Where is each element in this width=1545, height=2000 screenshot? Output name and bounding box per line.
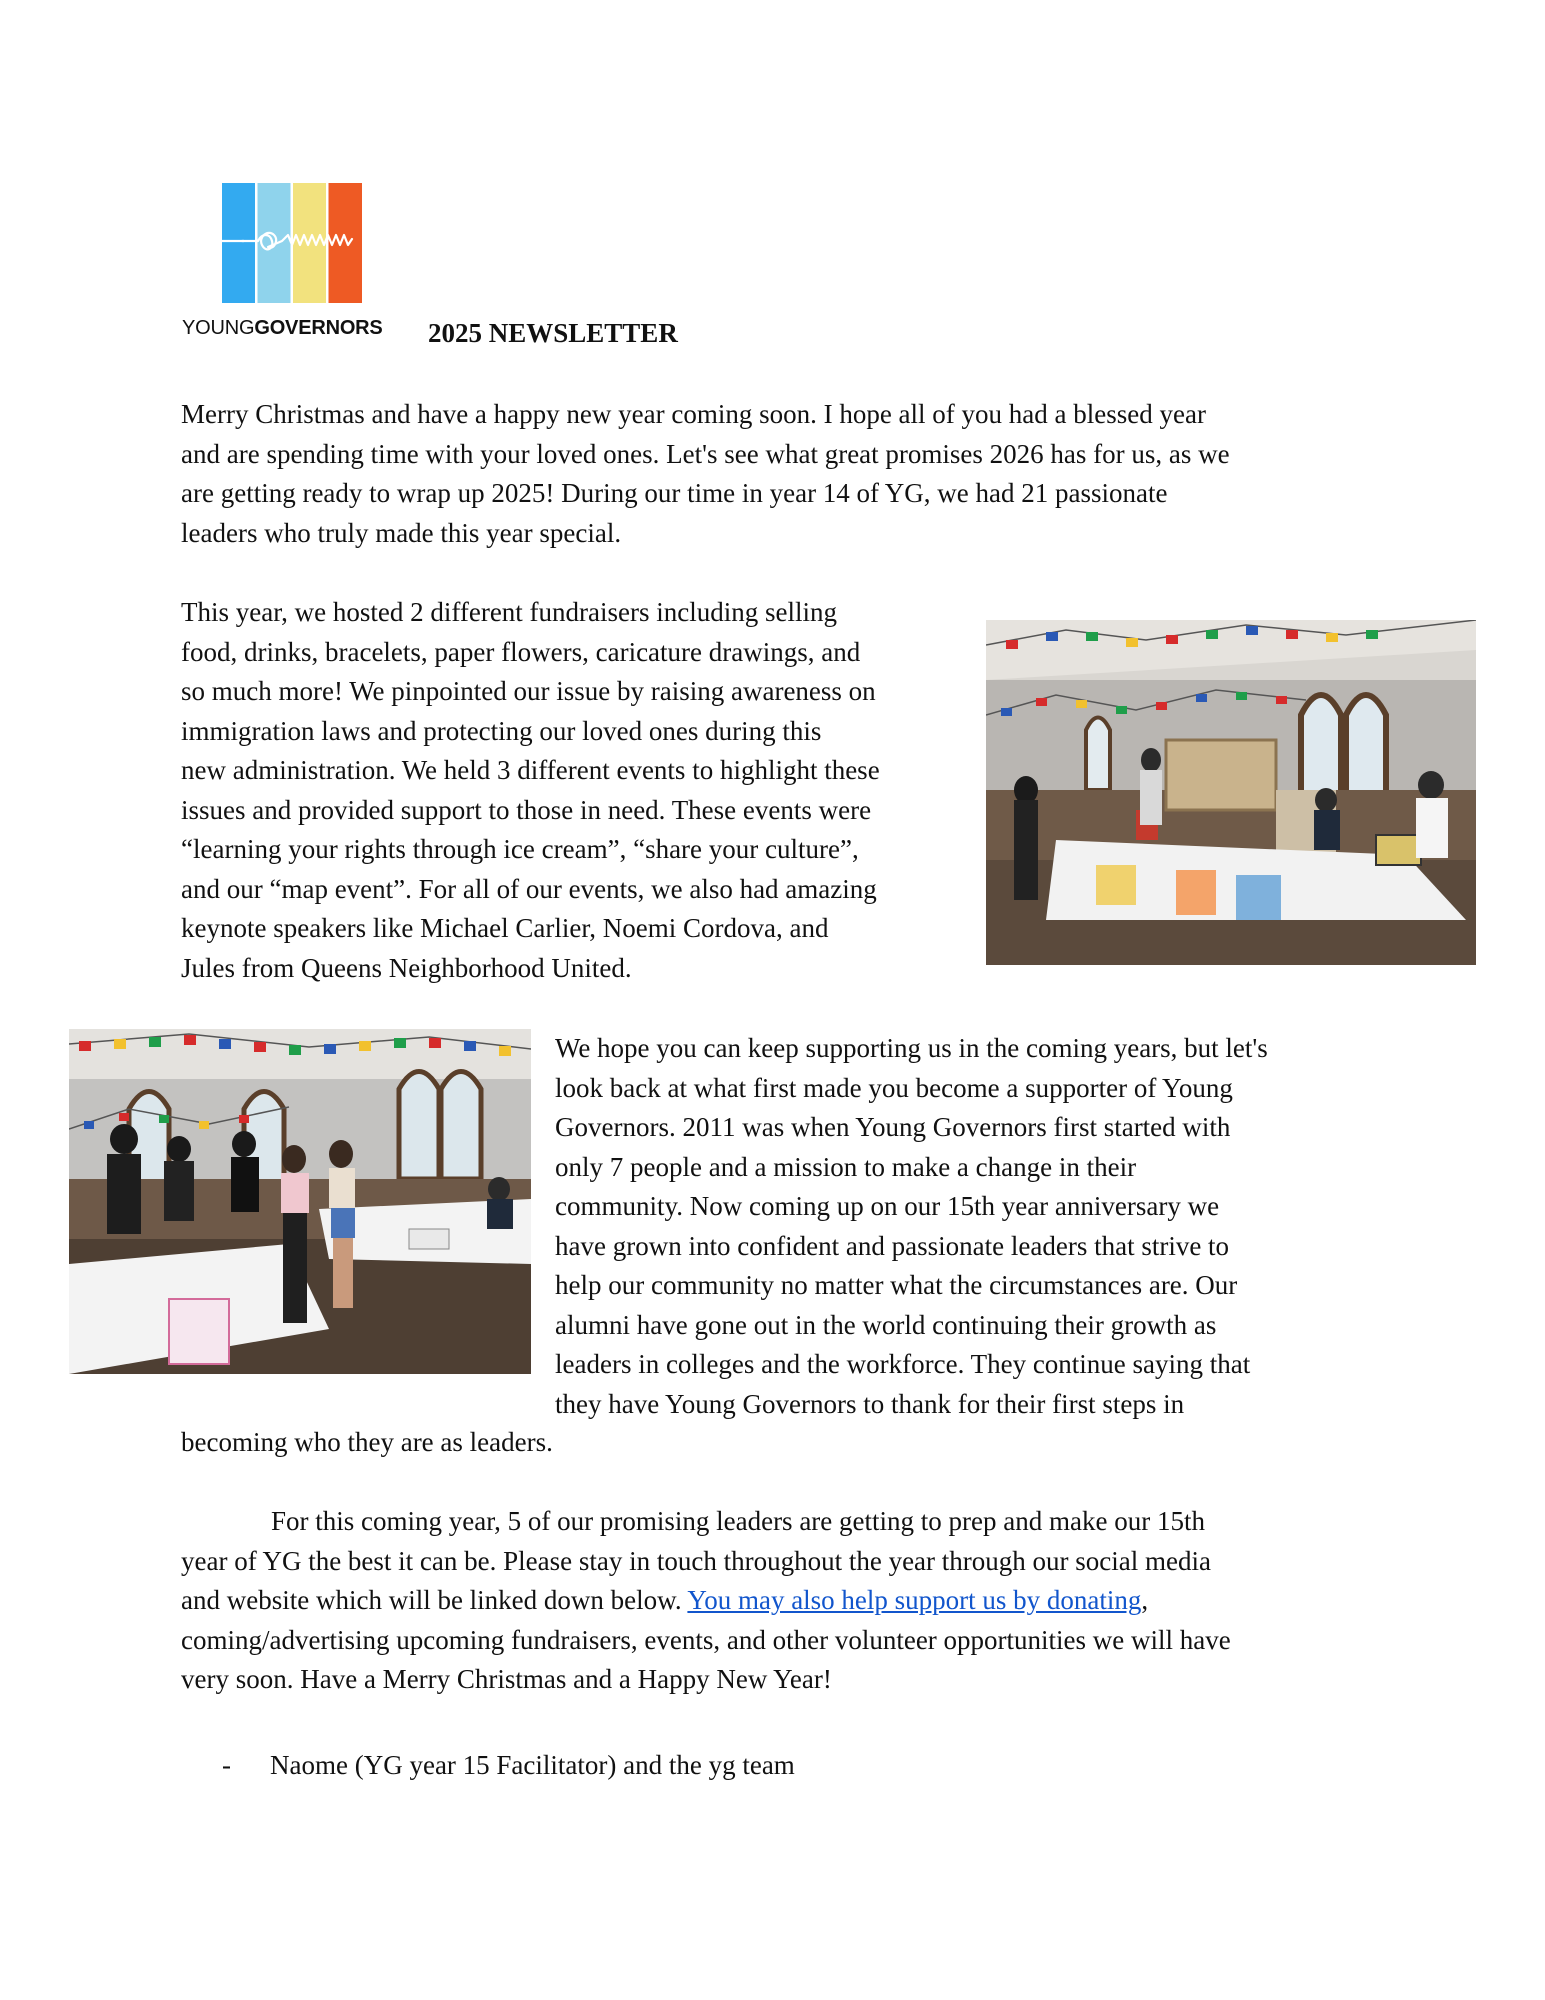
text-line: year of YG the best it can be. Please stay in touch throughout the year through our social media xyxy=(181,1545,1211,1576)
coming-year-paragraph xyxy=(181,1502,1231,1700)
event-photo-tables-image xyxy=(986,620,1476,965)
text-line: alumni have gone out in the world continuing their growth as xyxy=(555,1309,1217,1340)
text-line: For this coming year, 5 of our promising leaders are getting to prep and make our 15th xyxy=(271,1506,1205,1536)
text-line: are getting ready to wrap up 2025! During our time in year 14 of YG, we had 21 passionate xyxy=(181,478,1168,508)
history-paragraph-tail xyxy=(181,1423,553,1463)
text-line: very soon. Have a Merry Christmas and a Happy New Year! xyxy=(181,1664,832,1694)
text-line: and our “map event”. For all of our events, we also had amazing xyxy=(181,873,877,904)
young-governors-logo xyxy=(180,183,410,343)
text-line: immigration laws and protecting our loved ones during this xyxy=(181,715,822,746)
text-line: community. Now coming up on our 15th year anniversary we xyxy=(555,1191,1220,1221)
newsletter-title: 2025 NEWSLETTER xyxy=(428,318,678,348)
logo-wordmark xyxy=(182,317,383,340)
text-line: becoming who they are as leaders. xyxy=(181,1427,553,1457)
logo-bars-graphic xyxy=(222,183,362,303)
text-line: look back at what first made you become a supporter of Young xyxy=(555,1072,1233,1103)
text-line: coming/advertising upcoming fundraisers, events, and other volunteer opportunities we will have xyxy=(181,1624,1231,1655)
text-line: leaders in colleges and the workforce. They continue saying that xyxy=(555,1349,1251,1379)
logo-wordmark-governors: GOVERNORS xyxy=(254,317,383,339)
text-line: leaders who truly made this year special. xyxy=(181,517,622,548)
text-line: only 7 people and a mission to make a change in their xyxy=(555,1151,1137,1182)
text-line: Jules from Queens Neighborhood United. xyxy=(181,952,632,983)
text-line: Governors. 2011 was when Young Governors first started with xyxy=(555,1112,1231,1142)
text-line: We hope you can keep supporting us in the coming years, but let's xyxy=(555,1033,1268,1063)
text-line: food, drinks, bracelets, paper flowers, caricature drawings, and xyxy=(181,636,861,667)
text-line: so much more! We pinpointed our issue by raising awareness on xyxy=(181,676,876,706)
list-bullet-dash: - xyxy=(222,1750,231,1780)
signature-line xyxy=(222,1746,795,1786)
fundraisers-paragraph xyxy=(181,593,880,988)
logo-wordmark-young: YOUNG xyxy=(182,317,255,339)
donate-link[interactable]: You may also help support us by donating xyxy=(687,1585,1142,1615)
text-line: keynote speakers like Michael Carlier, Noemi Cordova, and xyxy=(181,913,829,943)
text-line: and are spending time with your loved ones. Let's see what great promises 2026 has for us, as we xyxy=(181,438,1230,469)
intro-paragraph xyxy=(181,395,1230,553)
text-line: they have Young Governors to thank for their first steps in xyxy=(555,1388,1185,1419)
text-line: Merry Christmas and have a happy new year coming soon. I hope all of you had a blessed year xyxy=(181,399,1206,429)
text-line-with-link xyxy=(181,1581,1231,1621)
event-photo-ice-cream xyxy=(69,1029,531,1374)
text-fragment: , xyxy=(1141,1585,1149,1615)
history-paragraph xyxy=(555,1029,1268,1424)
text-line: This year, we hosted 2 different fundraisers including selling xyxy=(181,597,838,627)
text-line: help our community no matter what the circumstances are. Our xyxy=(555,1270,1238,1300)
text-line: have grown into confident and passionate leaders that strive to xyxy=(555,1230,1230,1261)
event-photo-ice-cream-image xyxy=(69,1029,531,1374)
text-line: issues and provided support to those in need. These events were xyxy=(181,794,872,825)
signature-text: Naome (YG year 15 Facilitator) and the yg team xyxy=(270,1750,795,1780)
text-line: new administration. We held 3 different events to highlight these xyxy=(181,755,880,785)
text-line: “learning your rights through ice cream”, “share your culture”, xyxy=(181,834,859,864)
event-photo-tables xyxy=(986,620,1476,965)
text-fragment: and website which will be linked down below. xyxy=(181,1585,688,1615)
